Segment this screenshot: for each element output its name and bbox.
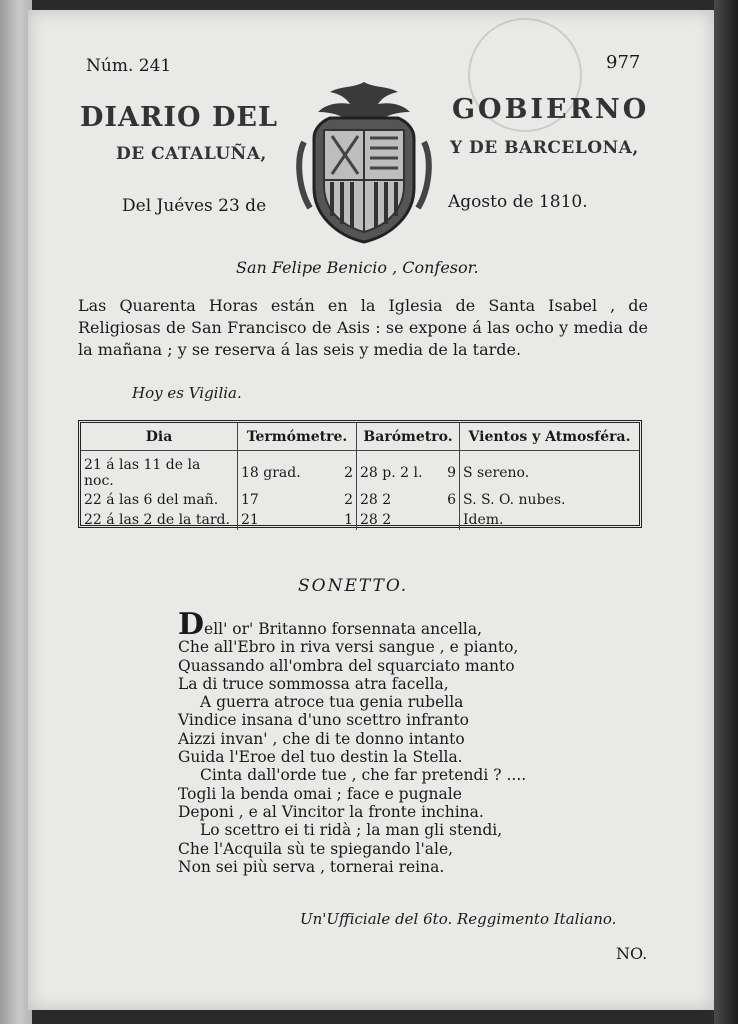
sonnet-line: A guerra atroce tua genia rubella <box>200 693 464 712</box>
cell-term: 17 <box>241 492 259 508</box>
sonnet-line: Aizzi invan' , che di te donno intanto <box>178 729 465 748</box>
cell-term-frac: 2 <box>344 492 353 508</box>
masthead-title-right: GOBIERNO <box>452 94 650 125</box>
sonnet-line: Che l'Acquila sù te spiegando l'ale, <box>178 839 454 858</box>
sonnet-signature: Un'Ufficiale del 6to. Reggimento Italiano. <box>300 910 617 928</box>
issue-number: Núm. 241 <box>86 56 172 76</box>
sonnet-line: Vindice insana d'uno scettro infranto <box>178 711 470 730</box>
cell-viento: S. S. O. nubes. <box>463 492 566 508</box>
page-number: 977 <box>606 52 641 73</box>
masthead-subtitle-left: DE CATALUÑA, <box>116 144 267 164</box>
cell-viento: Idem. <box>463 512 504 528</box>
coat-of-arms-emblem <box>290 78 438 246</box>
sonnet-line: La di truce sommossa atra facella, <box>178 674 449 693</box>
sonnet-title: SONETTO. <box>298 576 409 596</box>
sonnet-line: Togli la benda omai ; face e pugnale <box>178 784 462 803</box>
cell-viento: S sereno. <box>463 465 530 481</box>
sonnet-line: Quassando all'ombra del squarciato manto <box>178 656 515 675</box>
weather-table <box>78 420 642 528</box>
cell-dia: 21 á las 11 de la noc. <box>81 451 238 491</box>
sonnet-line: Deponi , e al Vincitor la fronte inchina. <box>178 802 484 821</box>
cell-term-frac: 2 <box>344 465 353 481</box>
cell-baro: 28 p. 2 l. <box>360 465 423 481</box>
cell-dia: 22 á las 2 de la tard. <box>81 510 238 530</box>
newspaper-page <box>28 10 714 1010</box>
table-row <box>81 510 639 530</box>
sonnet-line <box>178 607 526 642</box>
cell-baro-frac: 6 <box>447 492 456 508</box>
column-header-vientos: Vientos y Atmosféra. <box>460 423 640 451</box>
issue-date-right: Agosto de 1810. <box>448 192 588 212</box>
sonnet-line: Non sei più serva , tornerai reina. <box>178 857 445 876</box>
cell-term: 21 <box>241 512 259 528</box>
cell-term: 18 grad. <box>241 465 301 481</box>
announcement-paragraph: Las Quarenta Horas están en la Iglesia de Santa Isabel , de Religiosas de San Francisco de Asis : se expone á las ocho y media de la mañana ; y se reserva á las seis y media de la tarde. <box>78 296 648 359</box>
catchword: NO. <box>616 944 648 963</box>
vigil-note: Hoy es Vigilia. <box>132 384 242 402</box>
saint-of-the-day: San Felipe Benicio , Confesor. <box>236 258 479 277</box>
cell-dia: 22 á las 6 del mañ. <box>81 490 238 510</box>
column-header-dia: Dia <box>81 423 238 451</box>
sonnet-line: Guida l'Eroe del tuo destin la Stella. <box>178 748 463 767</box>
weather-table-header <box>81 423 639 451</box>
sonnet-line-text: ell' or' Britanno forsennata ancella, <box>204 620 483 638</box>
sonnet-line: Lo scettro ei ti ridà ; la man gli stendi, <box>200 821 503 840</box>
sonnet-line: Che all'Ebro in riva versi sangue , e pianto, <box>178 638 519 657</box>
masthead-title-left: DIARIO DEL <box>80 102 278 133</box>
cell-baro-frac: 9 <box>447 465 456 481</box>
book-right-edge <box>714 0 738 1024</box>
masthead-subtitle-right: Y DE BARCELONA, <box>450 138 639 158</box>
table-row <box>81 451 639 491</box>
sonnet-line: Cinta dall'orde tue , che far pretendi ? .... <box>200 766 527 785</box>
cell-baro: 28 2 <box>360 492 392 508</box>
column-header-termometre: Termómetre. <box>238 423 357 451</box>
issue-date-left: Del Juéves 23 de <box>122 196 267 216</box>
sonnet-body <box>178 607 527 876</box>
table-row <box>81 490 639 510</box>
drop-cap: D <box>178 607 205 642</box>
cell-baro: 28 2 <box>360 512 392 528</box>
cell-term-frac: 1 <box>344 512 353 528</box>
column-header-barometro: Barómetro. <box>357 423 460 451</box>
